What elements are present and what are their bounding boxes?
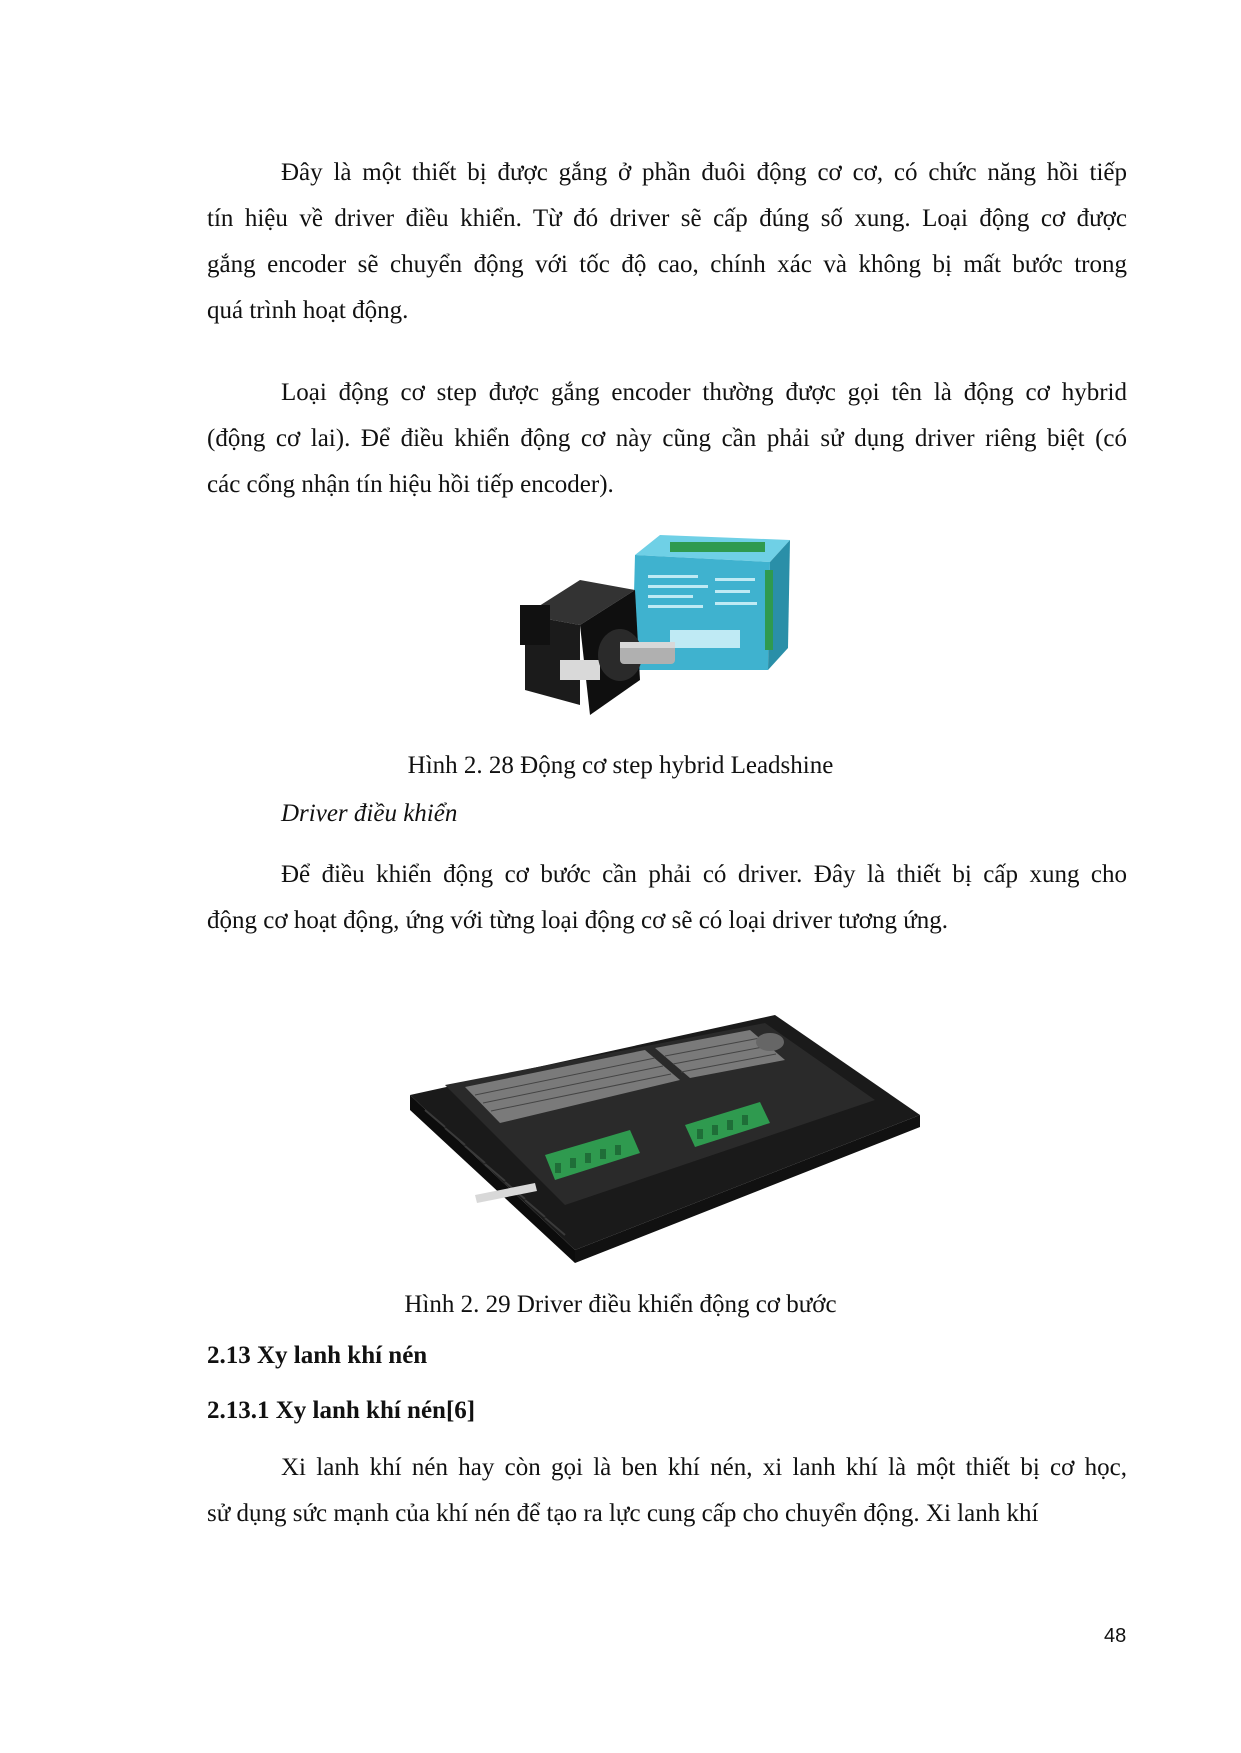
paragraph-line: gắng encoder sẽ chuyển động với tốc độ cao, chính xác và không bị mất bước trong	[207, 251, 1127, 278]
paragraph-line: động cơ hoạt động, ứng với từng loại động cơ sẽ có loại driver tương ứng.	[207, 907, 948, 934]
paragraph-line: Để điều khiển động cơ bước cần phải có driver. Đây là thiết bị cấp xung cho	[281, 861, 1127, 888]
section-heading-2-13: 2.13 Xy lanh khí nén	[207, 1342, 428, 1369]
figure-caption-2-28: Hình 2. 28 Động cơ step hybrid Leadshine	[407, 752, 834, 779]
stepper-driver-image	[405, 1005, 925, 1265]
paragraph-line: tín hiệu về driver điều khiển. Từ đó driver sẽ cấp đúng số xung. Loại động cơ được	[207, 205, 1127, 232]
paragraph-line: Loại động cơ step được gắng encoder thường được gọi tên là động cơ hybrid	[281, 379, 1127, 406]
hybrid-stepper-motor-image	[520, 530, 810, 730]
paragraph-line: quá trình hoạt động.	[207, 297, 409, 324]
paragraph-encoder	[207, 150, 1127, 334]
paragraph-line: (động cơ lai). Để điều khiển động cơ này cũng cần phải sử dụng driver riêng biệt (có	[207, 425, 1127, 452]
paragraph-driver	[207, 852, 1127, 944]
paragraph-line: Xi lanh khí nén hay còn gọi là ben khí nén, xi lanh khí là một thiết bị cơ học,	[281, 1454, 1127, 1481]
paragraph-line: các cổng nhận tín hiệu hồi tiếp encoder).	[207, 471, 614, 498]
paragraph-line: sử dụng sức mạnh của khí nén để tạo ra lực cung cấp cho chuyển động. Xi lanh khí	[207, 1500, 1039, 1527]
page-number: 48	[1104, 1625, 1127, 1647]
paragraph-hybrid	[207, 370, 1127, 508]
paragraph-line: Đây là một thiết bị được gắng ở phần đuôi động cơ cơ, có chức năng hồi tiếp	[281, 159, 1127, 186]
paragraph-pneumatic-cylinder	[207, 1445, 1127, 1537]
section-heading-2-13-1: 2.13.1 Xy lanh khí nén[6]	[207, 1397, 476, 1424]
figure-caption-2-29: Hình 2. 29 Driver điều khiển động cơ bước	[404, 1291, 837, 1318]
subheading-driver: Driver điều khiển	[281, 800, 458, 827]
